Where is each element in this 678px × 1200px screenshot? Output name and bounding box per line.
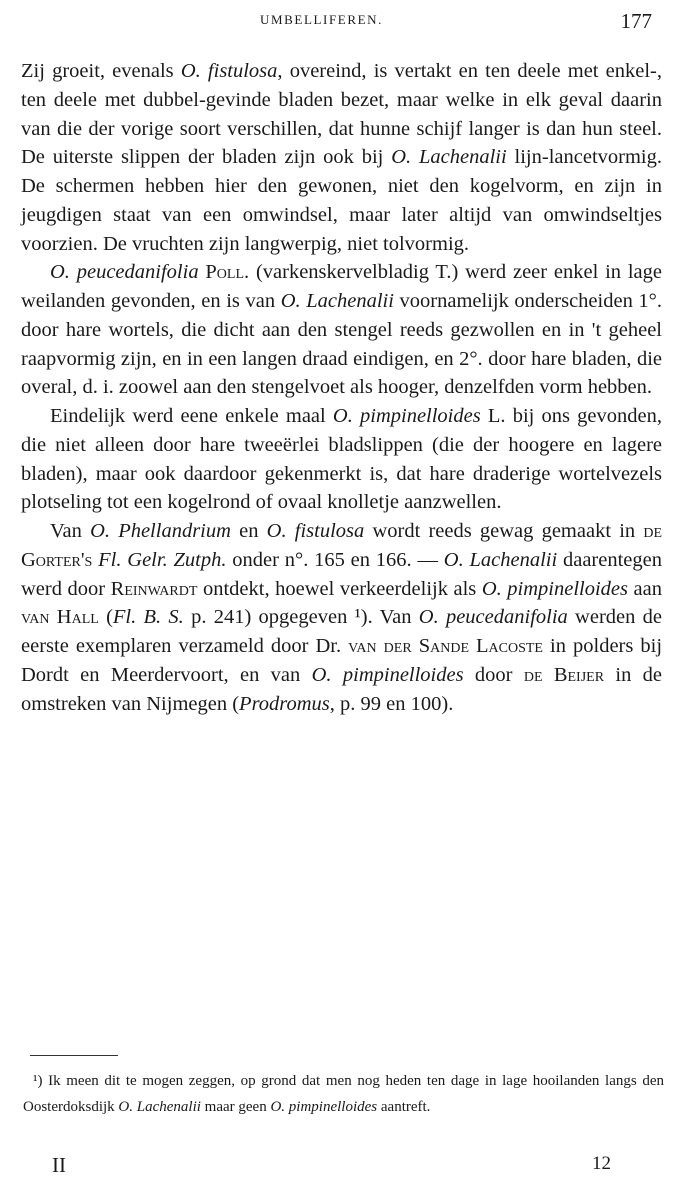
paragraph-2	[21, 258, 662, 402]
body-text	[21, 57, 662, 718]
paragraph-4	[21, 517, 662, 718]
text-run: aantreft.	[377, 1099, 431, 1115]
signature-mark: II	[52, 1153, 66, 1177]
text-run: voornamelijk onderscheiden 1°. door hare wortels, die dicht aan den stengel reeds gezwollen en in 't geheel raapvormig zijn, en in een langen draad eindigen, en 2°. door hare bladen, die overal, d. i. zoowel aan den stengelvoet als hooger, denzelfden vorm hebben.	[21, 290, 662, 399]
text-run: Zij groeit, evenals	[21, 60, 181, 82]
italic-term: O. pimpinelloides	[270, 1099, 378, 1115]
text-run: Van	[50, 520, 91, 542]
italic-term: Prodromus	[239, 692, 330, 715]
italic-term: Fl. Gelr. Zutph.	[98, 548, 227, 571]
text-run: in de omstreken van Nijmegen (	[21, 663, 663, 715]
text-run: ¹) Ik meen dit te mogen zeggen, op grond dat men nog heden ten dage in lage hooilanden langs den Oosterdoksdijk	[23, 1073, 664, 1115]
italic-term: O. Lachenalii	[443, 548, 558, 571]
italic-term: O. Lachenalii	[391, 146, 507, 169]
paragraph-1	[21, 57, 662, 258]
italic-term: O. fistulosa	[180, 60, 278, 82]
italic-term: O. peucedanifolia	[418, 606, 568, 629]
author-name: de Gorter's	[21, 520, 663, 571]
author-name: Reinwardt	[110, 577, 198, 600]
italic-term: O. pimpinelloides	[481, 577, 629, 600]
text-run: , p. 99 en 100).	[329, 692, 454, 715]
author-name: Poll.	[205, 261, 250, 284]
author-name: van Hall	[21, 606, 99, 629]
text-run: p. 241) opgegeven ¹). Van	[183, 606, 419, 629]
running-head	[0, 9, 678, 33]
text-run: in polders bij Dordt en Meerdervoort, en van	[21, 635, 663, 686]
author-name: de Beijer	[523, 663, 605, 686]
text-run: L. bij ons gevonden, die niet alleen door hare tweeërlei bladslippen (die der hoogere en lagere bladen), maar ook daardoor gekenmerkt is, dat hare draderige wortelvezels plotseling tot een kogelrond of ovaal knolletje aanzwellen.	[21, 405, 662, 514]
text-run: maar geen	[200, 1099, 271, 1115]
footnote-text	[23, 1068, 664, 1120]
text-run: werden de eerste exemplaren verzameld door Dr.	[21, 606, 663, 657]
page-number: 177	[620, 9, 652, 33]
text-run: en	[230, 520, 267, 542]
author-name: van der Sande Lacoste	[348, 635, 543, 657]
footnote-rule	[30, 1055, 118, 1056]
sheet-number: 12	[592, 1153, 611, 1174]
italic-term: O. fistulosa	[266, 520, 365, 542]
text-run: daarentegen werd door	[21, 548, 662, 600]
italic-term: Fl. B. S.	[112, 606, 184, 629]
text-run: Eindelijk werd eene enkele maal	[50, 405, 333, 427]
italic-term: O. Lachenalii	[118, 1099, 201, 1115]
text-run: lijn-lancetvormig. De schermen hebben hier den gewonen, niet den kogelvorm, en zijn in jeugdigen staat van een omwindsel, maar later altijd van omwindseltjes voorzien. De vruchten zijn langwerpig, niet tolvormig.	[21, 146, 662, 255]
text-run: aan	[628, 577, 662, 600]
paragraph-3	[21, 402, 662, 517]
text-run: (	[98, 606, 113, 629]
italic-term: O. pimpinelloides	[332, 405, 481, 427]
running-title: UMBELLIFEREN.	[260, 12, 383, 27]
italic-term: O. Phellandrium	[90, 520, 231, 542]
text-run: , overeind, is vertakt en ten deele met enkel-, ten deele met dubbel-gevinde bladen bezet, maar welke in elk geval daarin van die der vorige soort verschillen, dat hunne schijf langer is dan hun steel. De uiterste slippen der bladen zijn ook bij	[21, 60, 663, 169]
text-run: ontdekt, hoewel verkeerdelijk als	[197, 577, 482, 600]
text-run: wordt reeds gewag gemaakt in	[364, 520, 644, 542]
italic-term: O. peucedanifolia	[50, 261, 199, 284]
italic-term: O. Lachenalii	[280, 290, 394, 312]
footnote	[23, 1068, 664, 1120]
italic-term: O. pimpinelloides	[311, 663, 464, 686]
text-run: (varkenskervelbladig T.) werd zeer enkel in lage weilanden gevonden, en is van	[21, 261, 662, 312]
text-run: door	[463, 663, 524, 686]
text-run: onder n°. 165 en 166. —	[226, 548, 444, 571]
